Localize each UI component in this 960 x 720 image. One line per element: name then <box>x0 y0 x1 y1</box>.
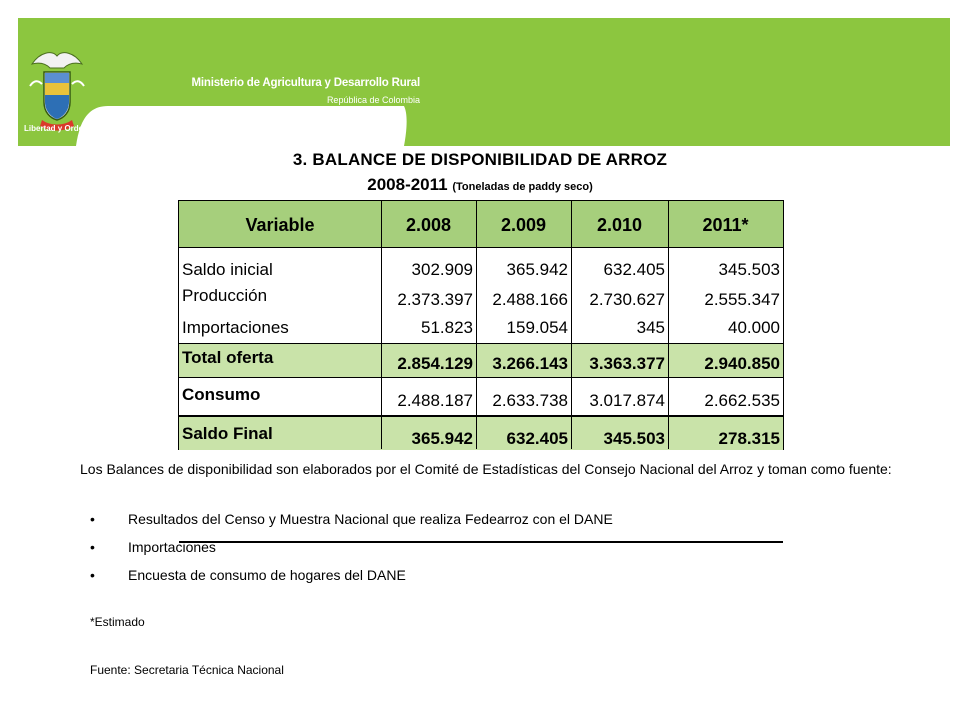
table-cell: 2.555.347 <box>704 290 780 309</box>
title-years: 2008-2011 <box>367 175 448 194</box>
row-label-produccion: Producción <box>182 286 268 305</box>
header-2011: 2011* <box>702 215 749 235</box>
bullet-text: Resultados del Censo y Muestra Nacional que realiza Fedearroz con el DANE <box>128 511 613 527</box>
title-unit: (Toneladas de paddy seco) <box>452 181 593 193</box>
table-cell: 51.823 <box>421 318 473 337</box>
header-banner <box>18 18 950 146</box>
bullet-text: Encuesta de consumo de hogares del DANE <box>128 567 406 583</box>
header-2009: 2.009 <box>500 215 547 235</box>
header-2008: 2.008 <box>405 215 452 235</box>
table-cell: 278.315 <box>718 429 780 448</box>
balance-table <box>178 200 784 450</box>
table-cell: 3.017.874 <box>589 391 665 410</box>
bullet-icon: • <box>90 567 95 583</box>
table-cell: 302.909 <box>411 260 473 279</box>
table-cell: 2.488.166 <box>492 290 568 309</box>
row-label-total-oferta: Total oferta <box>182 348 274 367</box>
source-note: Fuente: Secretaria Técnica Nacional <box>90 663 284 677</box>
list-item <box>90 511 613 527</box>
table-cell: 345 <box>636 318 665 337</box>
ministry-name: Ministerio de Agricultura y Desarrollo Rural <box>191 77 420 89</box>
table-cell: 159.054 <box>506 318 568 337</box>
table-cell: 345.503 <box>603 429 665 448</box>
list-item <box>90 539 216 555</box>
row-label-saldo-final: Saldo Final <box>182 424 273 443</box>
estimate-note: *Estimado <box>90 615 145 629</box>
table-cell: 2.940.850 <box>704 354 780 373</box>
page-subtitle <box>0 175 960 195</box>
table-cell: 3.266.143 <box>492 354 568 373</box>
table-cell: 365.942 <box>506 260 568 279</box>
table-cell: 365.942 <box>411 429 473 448</box>
row-label-saldo-inicial: Saldo inicial <box>182 260 273 279</box>
row-label-importaciones: Importaciones <box>182 318 289 337</box>
bullet-icon: • <box>90 511 95 527</box>
table-cell: 40.000 <box>728 318 780 337</box>
table-cell: 345.503 <box>718 260 780 279</box>
bullet-icon: • <box>90 539 95 555</box>
coat-of-arms-icon <box>22 46 92 156</box>
table-cell: 2.854.129 <box>397 354 473 373</box>
table-cell: 3.363.377 <box>589 354 665 373</box>
table-cell: 632.405 <box>506 429 568 448</box>
header-2010: 2.010 <box>596 215 643 235</box>
header-variable: Variable <box>245 215 315 235</box>
table-cell: 2.373.397 <box>397 290 473 309</box>
bullet-text: Importaciones <box>128 539 216 555</box>
table-cell: 2.730.627 <box>589 290 665 309</box>
table-cell: 2.633.738 <box>492 391 568 410</box>
table-cell: 632.405 <box>603 260 665 279</box>
row-label-consumo: Consumo <box>182 385 261 404</box>
table-cell: 2.662.535 <box>704 391 780 410</box>
table-cell: 2.488.187 <box>397 391 473 410</box>
band-total <box>179 541 783 543</box>
republic-name: República de Colombia <box>326 95 420 105</box>
source-paragraph: Los Balances de disponibilidad son elaborados por el Comité de Estadísticas del Consejo Nacional del Arroz y toman como fuente: <box>80 461 892 477</box>
logo-motto: Libertad y Orden <box>24 124 89 133</box>
page-title: 3. BALANCE DE DISPONIBILIDAD DE ARROZ <box>292 150 668 169</box>
list-item <box>90 567 406 583</box>
